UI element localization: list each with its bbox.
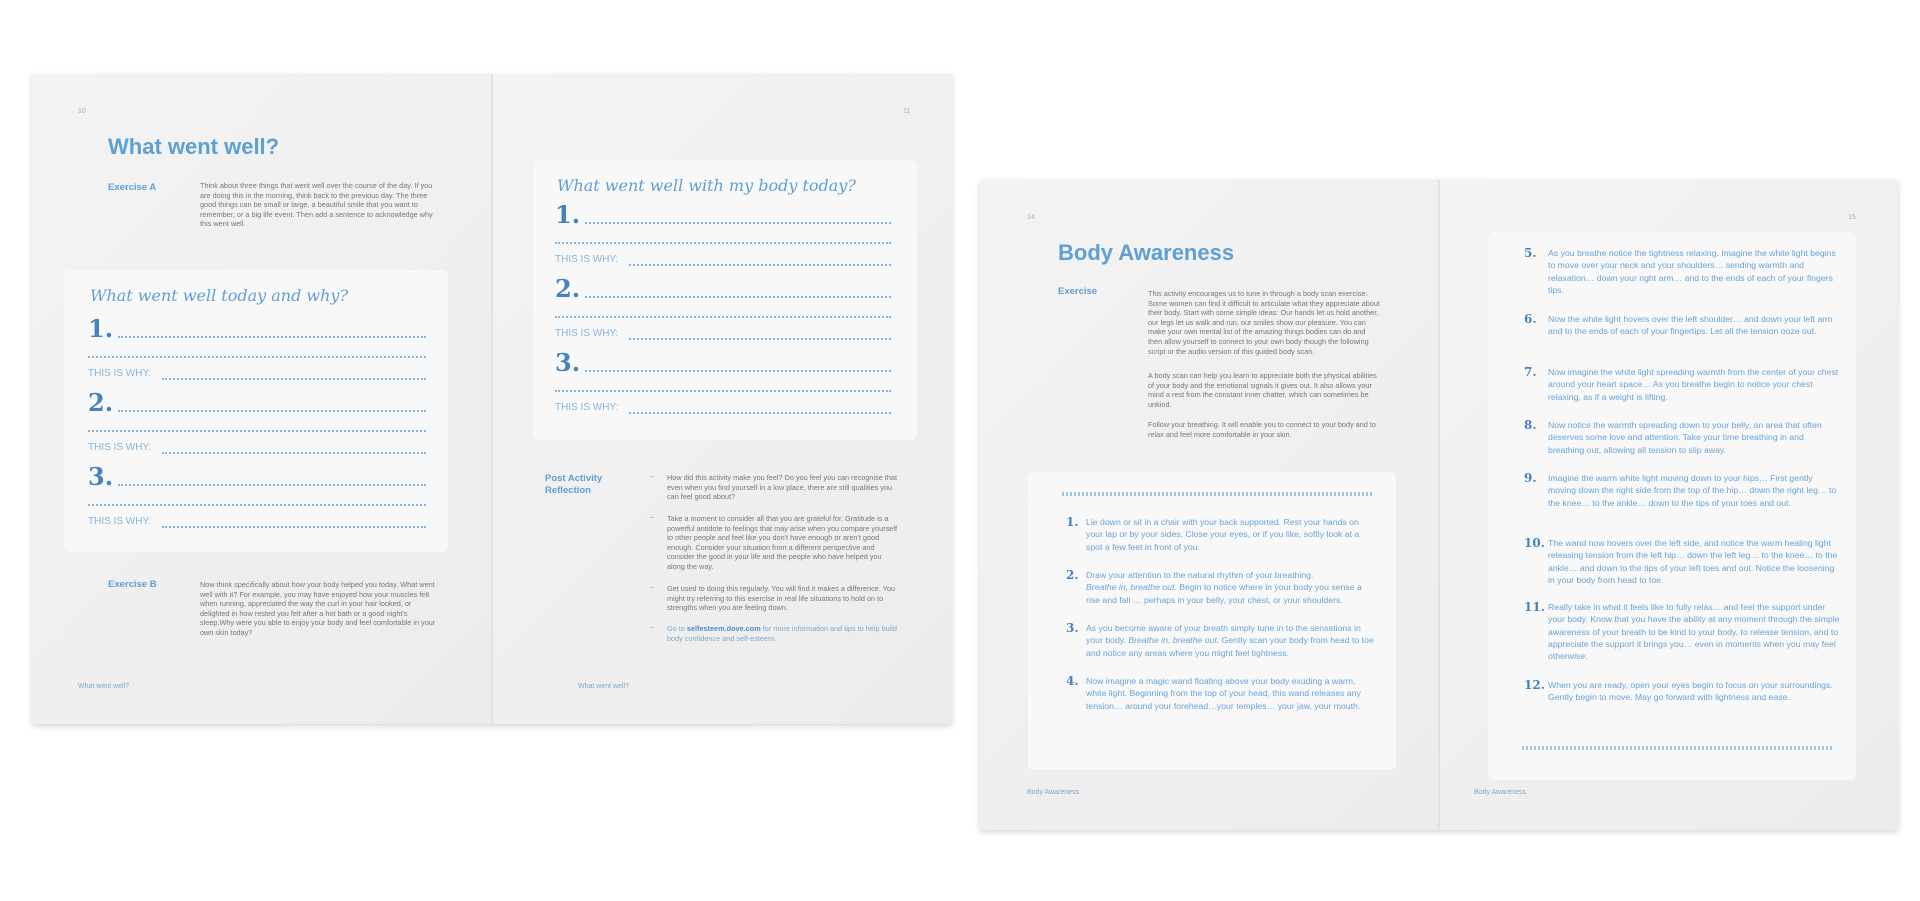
why-line[interactable] [629,264,891,266]
steps-card [1028,472,1396,770]
why-line[interactable] [162,378,426,380]
page-number: 11 [903,108,911,115]
exercise-label: Exercise [1058,286,1098,297]
page-title: Body Awareness [1058,240,1235,265]
item-number: 3. [555,348,581,377]
step-number: 2. [1066,568,1079,582]
spread-body-awareness [980,180,1898,830]
page-footer: What went well? [578,683,629,690]
why-label: THIS IS WHY: [555,328,619,339]
card-title: What went well today and why? [90,286,349,305]
step-number: 7. [1524,365,1537,379]
spread-what-went-well [32,74,952,724]
page-14 [980,180,1439,830]
why-label: THIS IS WHY: [555,254,619,265]
reflection-item: How did this activity make you feel? Do you feel you can recognise that even when you find yourself in a low place, there are still qualities you can feel good about? [667,473,897,502]
steps-card [1488,232,1856,780]
step-text: Lie down or sit in a chair with your back supported. Rest your hands on your lap or by your sides. Close your eyes, or if you like, softly look at a spot a few feet in front of you. [1086,517,1360,552]
step-text-emphasis: Breathe in, breathe out. [1128,635,1220,646]
step-text-emphasis: Breathe in, breathe out. [1086,582,1177,593]
page-footer: Body Awareness [1474,789,1527,796]
step-number: 10. [1524,536,1545,550]
step-number: 11. [1524,600,1545,614]
page-11 [493,74,952,724]
step-number: 12. [1524,678,1545,692]
reflection-label-line: Reflection [545,485,591,496]
why-label: THIS IS WHY: [555,402,619,413]
answer-line[interactable] [585,370,891,372]
why-line[interactable] [162,526,426,528]
goto-prefix: Go to [667,624,687,633]
answer-line[interactable] [118,484,426,486]
reflection-label-line: Post Activity [545,473,603,484]
step-text: Really take in what it feels like to fully relax… and feel the support under your body. Know that you have the ability at any moment through the simple awareness of your breath to be kind to your body, to release tension, and to appreciate the support it brings you… even in moments when you may feel otherwise. [1548,602,1840,662]
why-label: THIS IS WHY: [88,442,152,453]
step-number: 5. [1524,246,1537,260]
why-line[interactable] [629,412,891,414]
item-number: 1. [555,200,581,229]
page-15 [1440,180,1898,830]
step-number: 3. [1066,621,1079,635]
worksheet-card [64,270,448,552]
step-text-part: Gently scan your body from head to toe and notice any areas where you might feel tightness. [1086,635,1374,658]
step-text-part: Draw your attention to the natural rhythm of your breathing. [1086,570,1314,580]
page-10 [32,74,492,724]
why-label: THIS IS WHY: [88,368,152,379]
exercise-a-text: Think about three things that went well over the course of the day. If you are doing this in the morning, think back to the previous day. The three good things can be small or large, a beautiful smile that you want to remember, or a big life event. Then add a sentence to acknowledge why this went well. [200,181,433,229]
page-footer: Body Awareness [1027,789,1080,796]
step-text: The wand now hovers over the left side, and notice the warm healing light releasing tension from the left hip… down the left leg… to the knee… to the ankle… and down to the tips of your left toes and out. Notice the loosening in your body from head to toe. [1548,538,1838,585]
card-title: What went well with my body today? [557,176,856,195]
answer-line[interactable] [88,356,426,358]
goto-suffix: for more information and tips to help build body confidence and self-esteem. [667,624,897,643]
zigzag-divider [1522,746,1832,750]
exercise-b-label: Exercise B [108,579,157,590]
step-text-part: Begin to notice where in your body you sense a rise and fall … perhaps in your belly, your chest, or your shoulders. [1086,582,1362,605]
bullet-dash: – [650,584,654,591]
step-text: Now imagine the white light spreading warmth from the center of your chest around your heart space… As you breathe begin to notice your chest relaxing, as if a weight is lifting. [1548,367,1839,402]
step-text: As you breathe notice the tightness relaxing. Imagine the white light begins to move over your neck and your shoulders… sending warmth and relaxation… down your right arm… and to the ends of each of your fingers tips. [1548,248,1836,295]
answer-line[interactable] [585,296,891,298]
intro-paragraph: This activity encourages us to tune in through a body scan exercise. Some women can find it difficult to articulate what they appreciate about their body. Start with some simple ideas: Our hands let us hold another, our legs let us walk and run, our smiles show our pleasure. You can make your own mental list of the amazing things bodies can do and then allow yourself to connect to your own body though the following script or the audio version of this guided body scan. [1148,289,1380,356]
answer-line[interactable] [118,410,426,412]
answer-line[interactable] [555,242,891,244]
step-text [1086,622,1376,659]
step-number: 9. [1524,471,1537,485]
answer-line[interactable] [555,390,891,392]
reflection-item [667,624,897,643]
intro-paragraph: A body scan can help you learn to appreciate both the physical abilities of your body and the emotional signals it gives out. It also allows your mind a rest from the constant inner chatter, which can sometimes be unkind. [1148,371,1377,409]
worksheet-card [533,160,917,440]
exercise-a-label: Exercise A [108,182,157,193]
item-number: 3. [88,462,114,491]
answer-line[interactable] [118,336,426,338]
page-number: 15 [1848,214,1856,221]
exercise-b-text: Now think specifically about how your body helped you today. What went well with it? For example, you may have enjoyed how your muscles felt when running, appreciated the way the curl in your hair looked, or delighted in how rested you felt after a hot bath or a good night's sleep.Why were you able to enjoy your body and feel comfortable in your own skin today? [200,580,436,637]
step-text: Now the white light hovers over the left shoulder… and down your left arm and to the ends of each of your fingertips. Let all the tension ooze out. [1548,314,1833,337]
step-number: 8. [1524,418,1537,432]
page-number: 10 [78,108,86,115]
reflection-item: Take a moment to consider all that you are grateful for. Gratitude is a powerful antidote to feelings that may arise when you compare yourself to other people and feel like you don't have enough or aren't good enough. Consider your situation from a different perspective and consider the good in your life and the people who have helped you along the way. [667,514,897,571]
bullet-dash: – [650,514,654,521]
page-title: What went well? [108,134,280,159]
step-text [1086,569,1376,606]
answer-line[interactable] [585,222,891,224]
website-link[interactable]: selfesteem.dove.com [686,624,761,633]
why-line[interactable] [629,338,891,340]
step-text: Imagine the warm white light moving down to your hips… First gently moving down the right side from the top of the hip… down the right leg… to the knee… to the ankle… down to the tips of your toes and out. [1548,473,1837,508]
step-number: 1. [1066,515,1079,529]
page-number: 14 [1027,214,1035,221]
item-number: 2. [88,388,114,417]
step-text: Now notice the warmth spreading down to your belly, an area that often deserves some love and attention. Take your time breathing in and breathing out, allowing all tension to slip away. [1548,420,1822,455]
answer-line[interactable] [88,504,426,506]
step-text-part: As you become aware of your breath simply tune in to the sensations in your body. [1086,623,1361,646]
intro-paragraph: Follow your breathing. It will enable you to connect to your body and to relax and feel more comfortable in your skin. [1148,420,1376,439]
zigzag-divider [1062,492,1372,496]
bullet-dash: – [650,624,654,631]
reflection-label [545,473,602,497]
bullet-dash: – [650,473,654,480]
step-text: Now imagine a magic wand floating above your body exuding a warm, white light. Beginning from the top of your head, this wand releases any tension… around your forehead…your temples… your jaw, your mouth. [1086,676,1361,711]
why-label: THIS IS WHY: [88,516,152,527]
step-number: 4. [1066,674,1079,688]
reflection-item: Get used to doing this regularly. You will find it makes a difference. You might try referring to this exercise in real life situations to hold on to strengths when you are feeling down. [667,584,896,613]
answer-line[interactable] [88,430,426,432]
why-line[interactable] [162,452,426,454]
page-footer: What went well? [78,683,129,690]
item-number: 2. [555,274,581,303]
step-number: 6. [1524,312,1537,326]
step-text: When you are ready, open your eyes begin to focus on your surroundings. Gently begin to move. May go forward with lightness and ease. [1548,680,1833,703]
answer-line[interactable] [555,316,891,318]
item-number: 1. [88,314,114,343]
